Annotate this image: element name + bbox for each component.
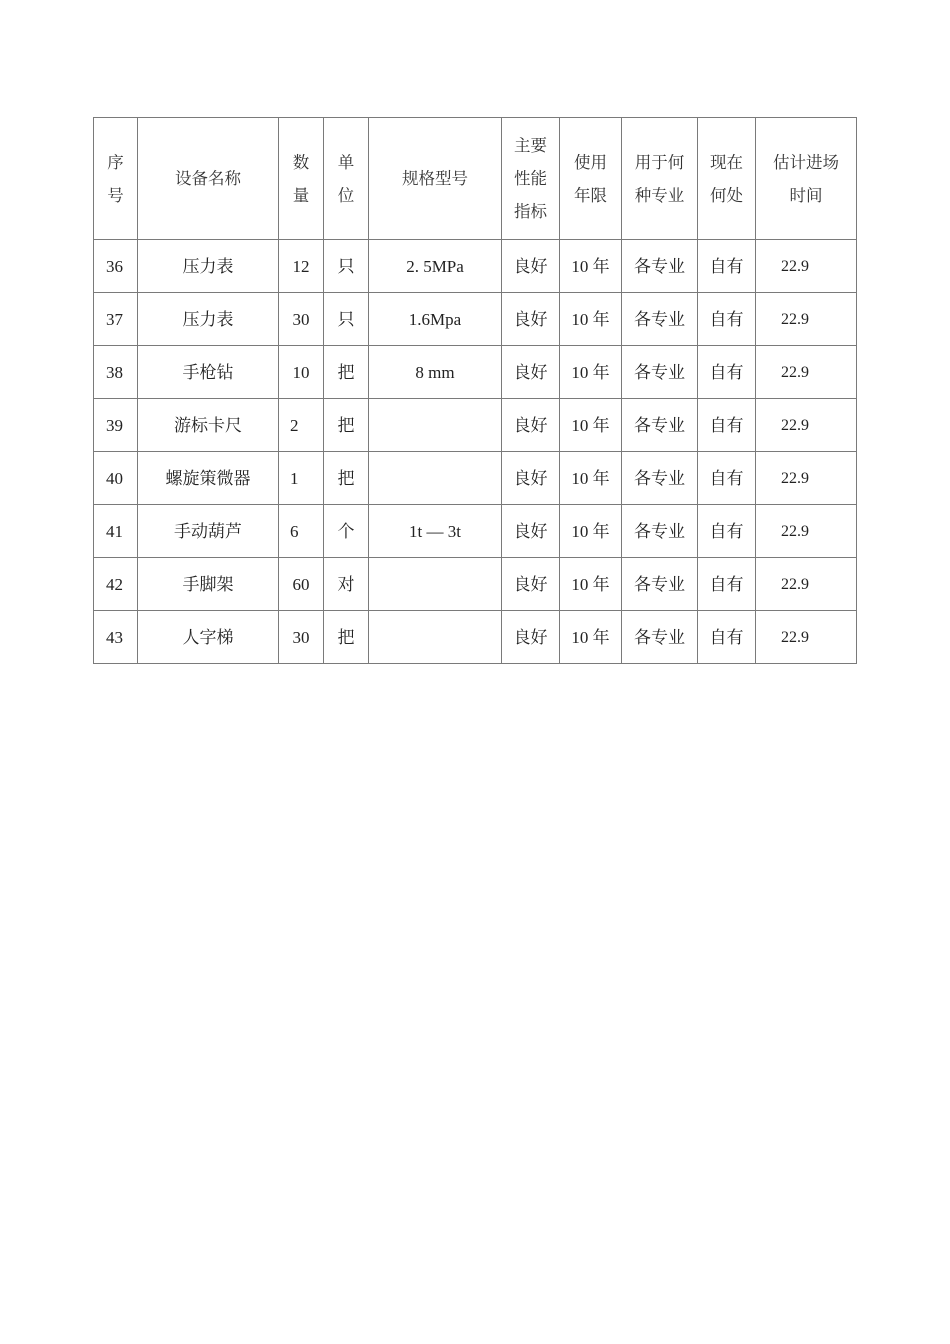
cell-no: 39: [94, 399, 138, 452]
header-arrival-line2: 时间: [789, 185, 823, 205]
cell-location: 自有: [698, 558, 756, 611]
cell-name: 螺旋策微器: [138, 452, 279, 505]
cell-arrival: 22.9: [756, 346, 857, 399]
header-life-line1: 使用: [574, 152, 607, 172]
cell-name: 手枪钻: [138, 346, 279, 399]
header-location: [698, 118, 756, 240]
header-unit-line2: 位: [337, 185, 355, 205]
cell-qty: 6: [279, 505, 324, 558]
header-arrival-line1: 估计进场: [773, 152, 839, 172]
cell-location: 自有: [698, 611, 756, 664]
header-name-label: 设备名称: [175, 169, 241, 188]
cell-perf: 良好: [502, 558, 560, 611]
cell-perf: 良好: [502, 505, 560, 558]
cell-name: 人字梯: [138, 611, 279, 664]
cell-spec: 1t — 3t: [369, 505, 502, 558]
table-row: [94, 240, 857, 293]
cell-location: 自有: [698, 505, 756, 558]
table-row: [94, 558, 857, 611]
cell-spec: 8 mm: [369, 346, 502, 399]
cell-location: 自有: [698, 452, 756, 505]
cell-life: 10 年: [560, 399, 622, 452]
cell-unit: 把: [324, 346, 369, 399]
cell-name: 压力表: [138, 240, 279, 293]
table-row: [94, 399, 857, 452]
cell-spec: [369, 452, 502, 505]
header-no: [94, 118, 138, 240]
cell-usage: 各专业: [622, 505, 698, 558]
cell-arrival: 22.9: [756, 293, 857, 346]
cell-spec: [369, 399, 502, 452]
cell-life: 10 年: [560, 558, 622, 611]
cell-usage: 各专业: [622, 452, 698, 505]
cell-spec: 2. 5MPa: [369, 240, 502, 293]
cell-life: 10 年: [560, 293, 622, 346]
table-row: [94, 611, 857, 664]
header-row: [94, 118, 857, 240]
table-body: [94, 240, 857, 664]
cell-unit: 只: [324, 293, 369, 346]
cell-name: 手动葫芦: [138, 505, 279, 558]
cell-arrival: 22.9: [756, 399, 857, 452]
cell-spec: [369, 611, 502, 664]
header-arrival: [756, 118, 857, 240]
cell-name: 压力表: [138, 293, 279, 346]
table-row: [94, 505, 857, 558]
cell-qty: 1: [279, 452, 324, 505]
cell-unit: 只: [324, 240, 369, 293]
cell-qty: 10: [279, 346, 324, 399]
header-location-line1: 现在: [710, 152, 743, 172]
cell-spec: [369, 558, 502, 611]
cell-life: 10 年: [560, 452, 622, 505]
header-qty-line1: 数: [292, 152, 310, 172]
cell-unit: 对: [324, 558, 369, 611]
cell-location: 自有: [698, 240, 756, 293]
cell-perf: 良好: [502, 611, 560, 664]
table-header: [94, 118, 857, 240]
cell-arrival: 22.9: [756, 452, 857, 505]
equipment-table: [93, 117, 857, 664]
header-spec-label: 规格型号: [402, 169, 468, 188]
cell-usage: 各专业: [622, 558, 698, 611]
cell-unit: 把: [324, 611, 369, 664]
cell-life: 10 年: [560, 505, 622, 558]
cell-no: 41: [94, 505, 138, 558]
header-qty: [279, 118, 324, 240]
cell-life: 10 年: [560, 611, 622, 664]
cell-name: 手脚架: [138, 558, 279, 611]
cell-arrival: 22.9: [756, 240, 857, 293]
cell-location: 自有: [698, 399, 756, 452]
table-row: [94, 293, 857, 346]
cell-usage: 各专业: [622, 293, 698, 346]
cell-no: 38: [94, 346, 138, 399]
cell-arrival: 22.9: [756, 611, 857, 664]
cell-perf: 良好: [502, 240, 560, 293]
header-usage-line2: 种专业: [634, 185, 685, 205]
cell-unit: 把: [324, 452, 369, 505]
cell-qty: 60: [279, 558, 324, 611]
cell-no: 40: [94, 452, 138, 505]
table-row: [94, 452, 857, 505]
cell-qty: 12: [279, 240, 324, 293]
cell-usage: 各专业: [622, 611, 698, 664]
header-life-line2: 年限: [574, 185, 607, 205]
header-name: [138, 118, 279, 240]
header-perf: [502, 118, 560, 240]
cell-life: 10 年: [560, 240, 622, 293]
cell-perf: 良好: [502, 452, 560, 505]
cell-usage: 各专业: [622, 240, 698, 293]
header-perf-line3: 指标: [514, 202, 547, 221]
cell-usage: 各专业: [622, 399, 698, 452]
header-usage-line1: 用于何: [634, 152, 685, 172]
table-row: [94, 346, 857, 399]
cell-unit: 把: [324, 399, 369, 452]
header-unit-line1: 单: [337, 152, 355, 172]
header-life: [560, 118, 622, 240]
header-no-line2: 号: [107, 185, 124, 205]
cell-perf: 良好: [502, 346, 560, 399]
cell-location: 自有: [698, 293, 756, 346]
cell-perf: 良好: [502, 293, 560, 346]
cell-no: 37: [94, 293, 138, 346]
cell-qty: 2: [279, 399, 324, 452]
cell-location: 自有: [698, 346, 756, 399]
cell-spec: 1.6Mpa: [369, 293, 502, 346]
cell-qty: 30: [279, 611, 324, 664]
cell-name: 游标卡尺: [138, 399, 279, 452]
cell-usage: 各专业: [622, 346, 698, 399]
cell-no: 43: [94, 611, 138, 664]
cell-arrival: 22.9: [756, 505, 857, 558]
cell-qty: 30: [279, 293, 324, 346]
header-usage: [622, 118, 698, 240]
cell-life: 10 年: [560, 346, 622, 399]
header-spec: [369, 118, 502, 240]
cell-arrival: 22.9: [756, 558, 857, 611]
header-qty-line2: 量: [292, 185, 310, 205]
header-unit: [324, 118, 369, 240]
header-location-line2: 何处: [710, 185, 743, 205]
header-no-line1: 序: [107, 152, 124, 172]
cell-no: 42: [94, 558, 138, 611]
cell-perf: 良好: [502, 399, 560, 452]
header-perf-line1: 主要: [514, 136, 547, 155]
cell-unit: 个: [324, 505, 369, 558]
cell-no: 36: [94, 240, 138, 293]
header-perf-line2: 性能: [514, 169, 547, 188]
